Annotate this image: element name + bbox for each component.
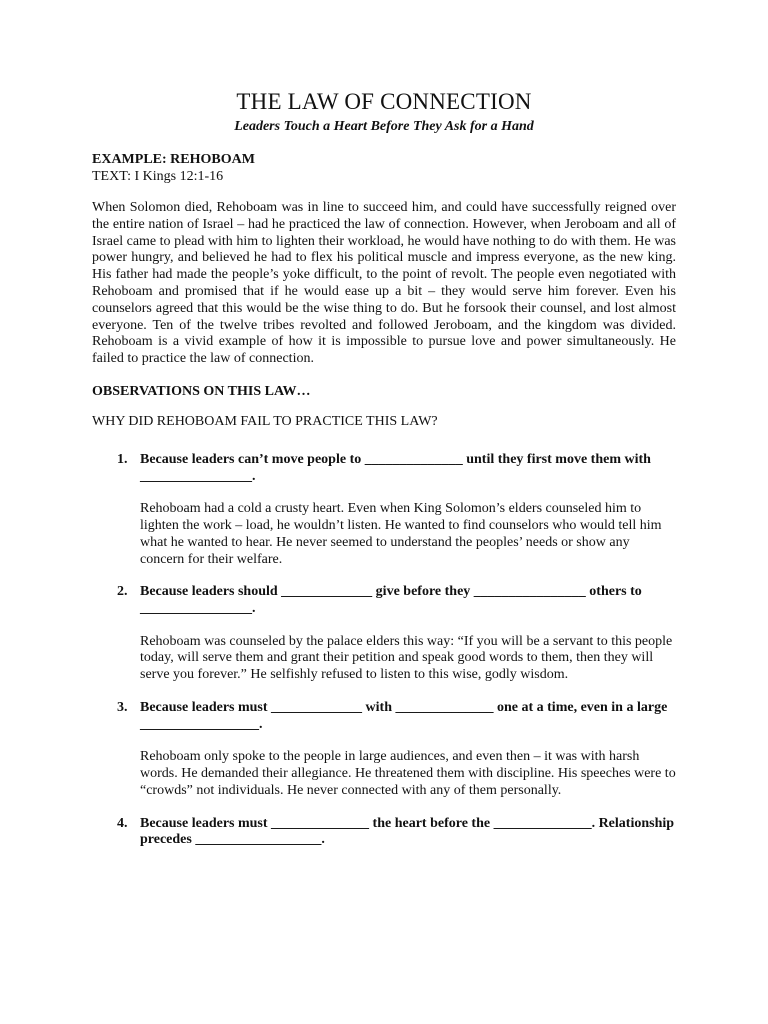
spacer [140, 800, 676, 816]
item-number: 3. [117, 699, 128, 715]
document-subtitle: Leaders Touch a Heart Before They Ask for a Hand [234, 119, 534, 134]
why-heading: WHY DID REHOBOAM FAIL TO PRACTICE THIS LAW? [92, 413, 438, 429]
item-number: 4. [117, 815, 128, 831]
example-heading: EXAMPLE: REHOBOAM [92, 152, 255, 167]
intro-paragraph: When Solomon died, Rehoboam was in line to succeed him, and could have successfully reigned over the entire nation of Israel – had he practiced the law of connection. However, when Jeroboam and all of Israel came to plead with him to lighten their workload, he would have nothing to do with them. He was power hungry, and believed he had to flex his political muscle and impress everyone, as the new king. His father had made the people’s yoke difficult, to the point of revolt. The people even negotiated with Rehoboam and promised that if he would ease up a bit – they would serve him forever. Even his counselors agreed that this would be the wise thing to do. But he forsook their counsel, and lost almost everyone. Ten of the twelve tribes revolted and followed Jeroboam, and the kingdom was divided. Rehoboam is a vivid example of how it is impossible to pursue love and power simultaneously. He failed to practice the law of connection. [92, 200, 676, 367]
list-item [92, 452, 676, 584]
item-explanation: Rehoboam only spoke to the people in large audiences, and even then – it was with harsh words. He demanded their allegiance. He threatened them with discipline. His speeches were to “crowds” not individuals. He never connected with any of them personally. [140, 749, 676, 798]
item-question: Because leaders can’t move people to ______________ until they first move them with ________________. [140, 451, 651, 484]
item-explanation: Rehoboam was counseled by the palace elders this way: “If you will be a servant to this people today, will serve them and grant their petition and speak good words to them, then they will serve you forever.” He selfishly refused to listen to this wise, godly wisdom. [140, 633, 673, 683]
observations-heading: OBSERVATIONS ON THIS LAW… [92, 383, 311, 399]
item-question: Because leaders must _____________ with ______________ one at a time, even in a large _________________. [140, 699, 668, 732]
item-number: 2. [117, 584, 128, 600]
document-title: THE LAW OF CONNECTION [236, 89, 532, 114]
list-item [92, 816, 676, 849]
item-number: 1. [117, 451, 128, 467]
list-item [92, 700, 676, 816]
observation-list [92, 452, 676, 849]
item-question: Because leaders should _____________ give before they ________________ others to ________________. [140, 584, 642, 616]
scripture-reference: TEXT: I Kings 12:1-16 [92, 169, 224, 184]
list-item [92, 584, 676, 700]
item-explanation: Rehoboam had a cold a crusty heart. Even when King Solomon’s elders counseled him to lighten the work – load, he wouldn’t listen. He wanted to find counselors who would tell him what he wanted to hear. He never seemed to understand the peoples’ needs or show any concern for their welfare. [140, 501, 662, 567]
spacer [140, 568, 676, 584]
item-question: Because leaders must ______________ the heart before the ______________. Relationship precedes __________________. [140, 815, 675, 848]
spacer [140, 684, 676, 700]
